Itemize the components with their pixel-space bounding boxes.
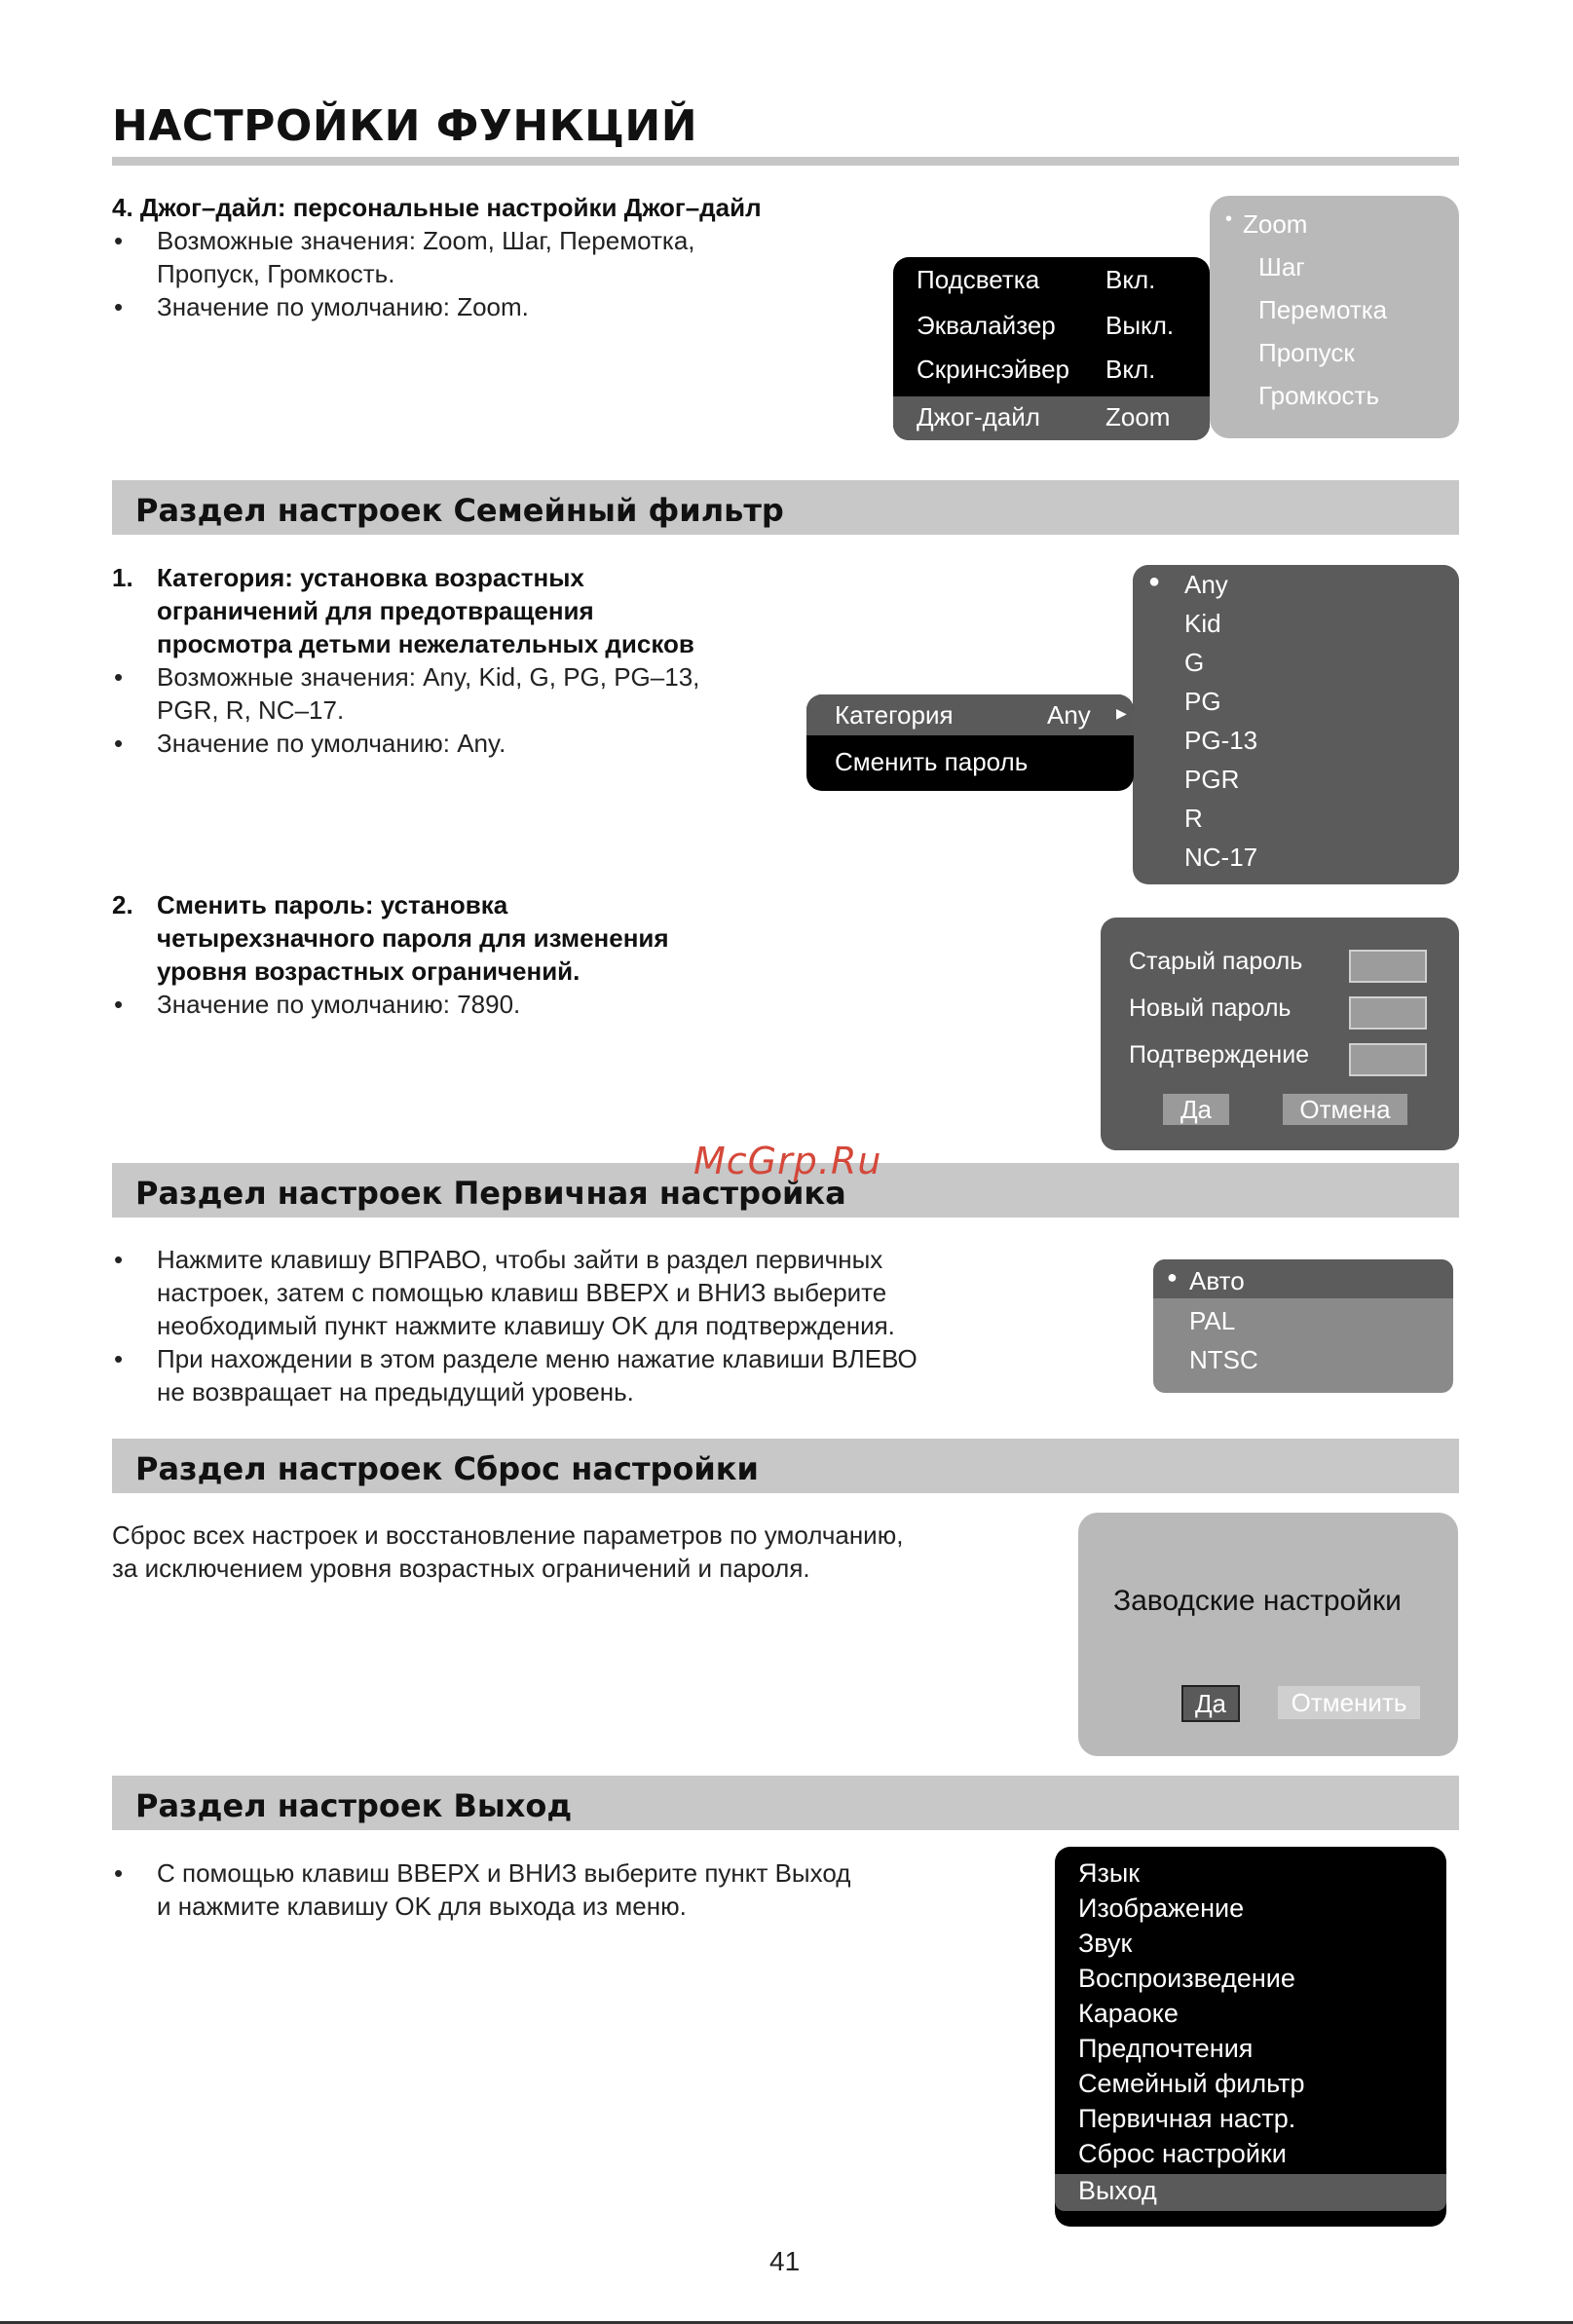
section-initial-setup-title: Раздел настроек Первичная настройка [135, 1175, 846, 1212]
factory-reset-yes-button[interactable]: Да [1181, 1685, 1240, 1722]
jog-option-zoom[interactable]: • Zoom [1225, 208, 1308, 239]
menu-item-category-highlight[interactable] [806, 694, 1134, 735]
family-item1-bullet-1: • Возможные значения: Any, Kid, G, PG, PG–13, PGR, R, NC–17. [114, 662, 700, 725]
menu-item-category: Категория [835, 700, 954, 730]
menu-item-reset[interactable]: Сброс настройки [1078, 2139, 1287, 2168]
bullet-icon: • [114, 662, 124, 692]
jog-bullet-1 [112, 224, 911, 290]
preferences-menu [893, 257, 1210, 440]
factory-reset-cancel-button[interactable]: Отменить [1278, 1686, 1420, 1719]
menu-item-exit-highlight[interactable] [1055, 2174, 1446, 2211]
ratings-popup [1133, 565, 1459, 884]
new-password-field[interactable] [1349, 996, 1427, 1030]
family-item1-heading: 1. Категория: установка возрастных ограничений для предотвращения просмотра детьми нежелательных дисков [112, 563, 694, 658]
bullet-icon: • [114, 226, 124, 255]
main-settings-menu [1055, 1847, 1446, 2227]
section-family-filter [112, 480, 1459, 535]
tv-option-auto: Авто [1189, 1266, 1245, 1295]
change-password-dialog [1101, 918, 1459, 1150]
jog-options-popup [1210, 196, 1459, 438]
initial-bullet-1: • Нажмите клавишу ВПРАВО, чтобы зайти в раздел первичных настроек, затем с помощью клавиш ВВЕРХ и ВНИЗ выберите необходимый пункт нажмите клавишу OK для подтверждения. [114, 1245, 895, 1340]
new-password-label: Новый пароль [1129, 994, 1292, 1022]
page-title: НАСТРОЙКИ ФУНКЦИЙ [112, 101, 698, 151]
menu-item-family-filter[interactable]: Семейный фильтр [1078, 2069, 1305, 2098]
section-reset-title: Раздел настроек Сброс настройки [135, 1450, 759, 1487]
bullet-icon: • [114, 729, 124, 758]
arrow-right-icon: ▶ [1116, 705, 1127, 721]
password-cancel-button[interactable]: Отмена [1283, 1094, 1407, 1125]
jog-option-volume[interactable]: Громкость [1258, 381, 1379, 410]
section-reset [112, 1439, 1459, 1493]
bullet-icon: • [114, 292, 124, 321]
menu-item-exit: Выход [1078, 2176, 1157, 2205]
menu-value-backlight: Вкл. [1105, 265, 1156, 294]
jog-option-rewind[interactable]: Перемотка [1258, 295, 1388, 324]
menu-item-sound[interactable]: Звук [1078, 1929, 1133, 1958]
reset-text-block [112, 1518, 1047, 1585]
jog-bullet-1-line1: Возможные значения: Zoom, Шаг, Перемотка, [157, 226, 695, 255]
section-exit-title: Раздел настроек Выход [135, 1787, 573, 1824]
family-item2-bullet-1: • Значение по умолчанию: 7890. [114, 990, 521, 1019]
menu-item-backlight[interactable]: Подсветка [917, 265, 1040, 294]
rating-option-kid[interactable]: Kid [1184, 609, 1221, 638]
family-item1-block [112, 561, 813, 760]
section-exit [112, 1776, 1459, 1830]
rating-option-any[interactable]: Any [1184, 570, 1228, 599]
menu-item-jog-dial-highlight[interactable] [893, 396, 1210, 440]
factory-reset-dialog [1078, 1513, 1458, 1756]
bullet-icon: • [114, 990, 124, 1019]
selected-dot-icon: • [1225, 208, 1233, 230]
factory-reset-title: Заводские настройки [1113, 1585, 1402, 1617]
jog-text-block [112, 191, 911, 323]
reset-text-line2: за исключением уровня возрастных ограничений и пароля. [112, 1554, 810, 1583]
menu-value-jog-dial: Zoom [1105, 402, 1171, 431]
family-item1-bullet-2: • Значение по умолчанию: Any. [114, 729, 506, 758]
rating-option-nc17[interactable]: NC-17 [1184, 843, 1258, 872]
menu-item-screensaver[interactable]: Скринсэйвер [917, 355, 1070, 384]
menu-item-picture[interactable]: Изображение [1078, 1893, 1245, 1923]
menu-item-jog-dial: Джог-дайл [917, 402, 1040, 431]
confirm-password-label: Подтверждение [1129, 1041, 1310, 1068]
page-number: 41 [769, 2246, 801, 2276]
old-password-field[interactable] [1349, 950, 1427, 983]
initial-bullet-2: • При нахождении в этом разделе меню нажатие клавиши ВЛЕВО не возвращает на предыдущий уровень. [114, 1344, 918, 1406]
jog-heading: 4. Джог–дайл: персональные настройки Джог–дайл [112, 193, 762, 222]
selected-dot-icon: ● [1167, 1267, 1178, 1287]
exit-text-block [112, 1856, 1047, 1923]
reset-text-line1: Сброс всех настроек и восстановление параметров по умолчанию, [112, 1520, 904, 1550]
menu-item-karaoke[interactable]: Караоке [1078, 1999, 1179, 2028]
password-yes-button[interactable]: Да [1163, 1094, 1229, 1125]
menu-item-initial-setup[interactable]: Первичная настр. [1078, 2104, 1296, 2133]
menu-value-category: Any [1047, 700, 1091, 730]
jog-bullet-2-text: Значение по умолчанию: Zoom. [157, 292, 529, 321]
watermark-text: McGrp.Ru [693, 1140, 882, 1182]
confirm-password-field[interactable] [1349, 1043, 1427, 1076]
menu-item-preferences[interactable]: Предпочтения [1078, 2034, 1254, 2063]
bullet-icon: • [114, 1858, 124, 1888]
rating-option-g[interactable]: G [1184, 648, 1205, 677]
menu-value-screensaver: Вкл. [1105, 355, 1156, 384]
tv-option-pal[interactable]: PAL [1189, 1306, 1236, 1335]
bullet-icon: • [114, 1344, 124, 1373]
jog-option-skip[interactable]: Пропуск [1258, 338, 1355, 367]
title-divider [112, 157, 1459, 166]
old-password-label: Старый пароль [1129, 948, 1303, 975]
menu-item-playback[interactable]: Воспроизведение [1078, 1964, 1295, 1993]
menu-item-change-password[interactable]: Сменить пароль [835, 747, 1029, 776]
exit-bullet-1: • С помощью клавиш ВВЕРХ и ВНИЗ выберите пункт Выход и нажмите клавишу OK для выхода из меню. [114, 1858, 851, 1921]
bullet-icon: • [114, 1245, 124, 1274]
initial-text-block [112, 1243, 1047, 1408]
menu-item-language[interactable]: Язык [1078, 1858, 1141, 1888]
rating-option-r[interactable]: R [1184, 804, 1203, 833]
family-item2-block [112, 888, 813, 1021]
tv-option-auto-highlight[interactable] [1153, 1259, 1453, 1298]
family-filter-menu [806, 694, 1134, 791]
rating-option-pgr[interactable]: PGR [1184, 765, 1240, 794]
section-family-filter-title: Раздел настроек Семейный фильтр [135, 492, 784, 529]
selected-dot-icon: ● [1148, 571, 1161, 592]
rating-option-pg13[interactable]: PG-13 [1184, 726, 1258, 755]
family-item2-heading: 2. Сменить пароль: установка четырехзначного пароля для изменения уровня возрастных ограничений. [112, 890, 669, 986]
jog-option-step[interactable]: Шаг [1258, 252, 1305, 281]
menu-item-equalizer[interactable]: Эквалайзер [917, 311, 1056, 340]
menu-value-equalizer: Выкл. [1105, 311, 1175, 340]
tv-option-ntsc[interactable]: NTSC [1189, 1345, 1258, 1374]
tv-system-popup [1153, 1259, 1453, 1393]
jog-bullet-2 [112, 290, 911, 323]
jog-bullet-1-line2: Пропуск, Громкость. [157, 259, 395, 288]
rating-option-pg[interactable]: PG [1184, 687, 1221, 716]
